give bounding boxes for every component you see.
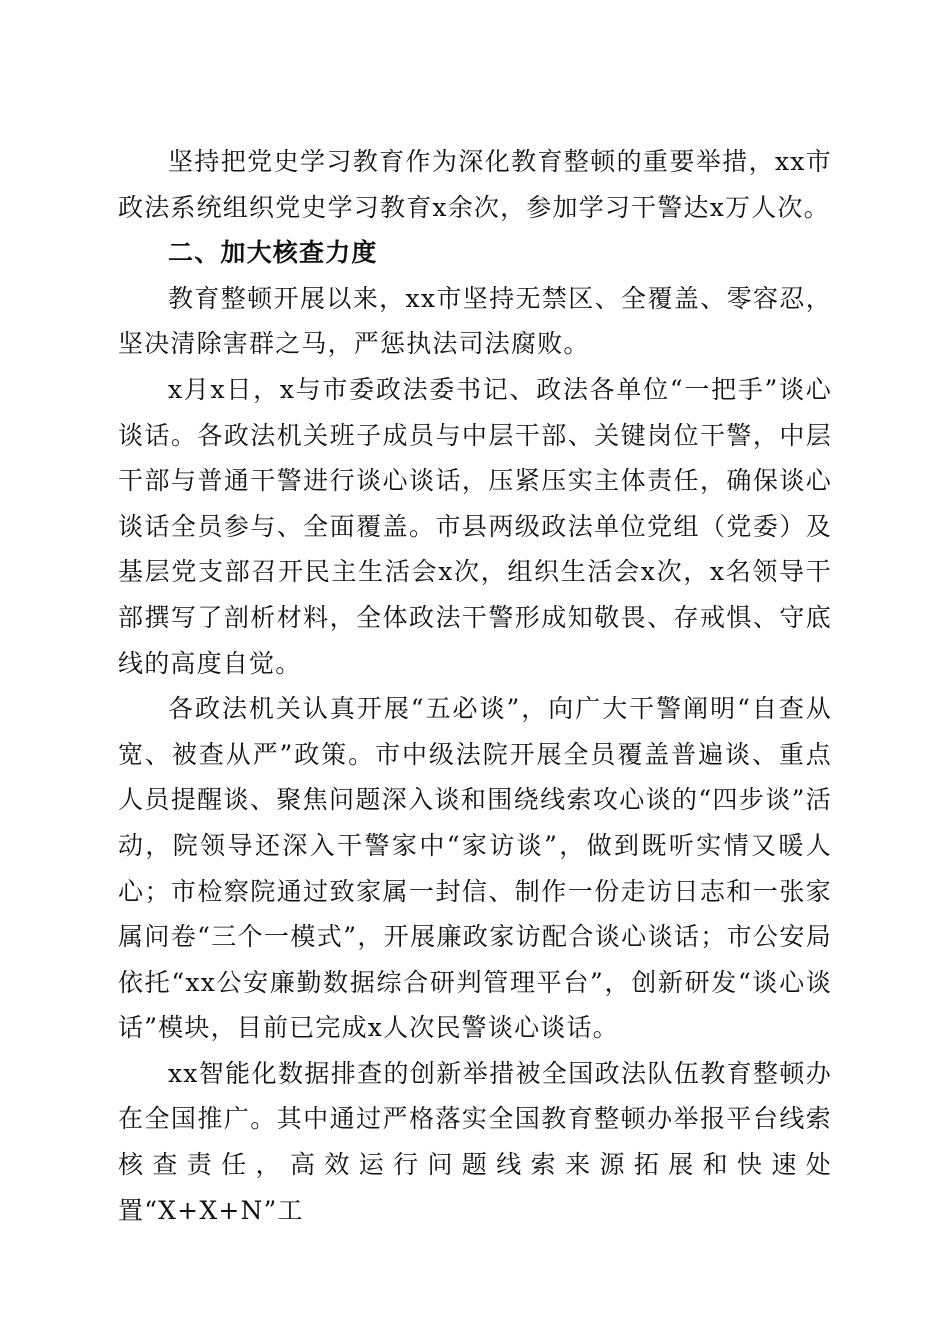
- paragraph-five-talks: 各政法机关认真开展“五必谈”，向广大干警阐明“自查从宽、被查从严”政策。市中级法院开展全员覆盖普遍谈、重点人员提醒谈、聚焦问题深入谈和围绕线索攻心谈的“四步谈”活动，院领导还深入干警家中“家访谈”，做到既听实情又暖人心；市检察院通过致家属一封信、制作一份走访日志和一张家属问卷“三个一模式”，开展廉政家访配合谈心谈话；市公安局依托“xx公安廉勤数据综合研判管理平台”，创新研发“谈心谈话”模块，目前已完成x人次民警谈心谈话。: [118, 694, 832, 1043]
- paragraph-heart-to-heart-talks: x月x日，x与市委政法委书记、政法各单位“一把手”谈心谈话。各政法机关班子成员与中层干部、关键岗位干警，中层干部与普通干警进行谈心谈话，压紧压实主体责任，确保谈心谈话全员参与、全面覆盖。市县两级政法单位党组（党委）及基层党支部召开民主生活会x次，组织生活会x次，x名领导干部撰写了剖析材料，全体政法干警形成知敬畏、存戒惧、守底线的高度自觉。: [118, 374, 832, 678]
- paragraph-intelligent-data: xx智能化数据排查的创新举措被全国政法队伍教育整顿办在全国推广。其中通过严格落实全国教育整顿办举报平台线索核查责任，高效运行问题线索来源拓展和快速处置“X+X+N”工: [118, 1058, 832, 1225]
- paragraph-party-history: 坚持把党史学习教育作为深化教育整顿的重要举措，xx市政法系统组织党史学习教育x余次，参加学习干警达x万人次。: [118, 147, 832, 222]
- paragraph-rectification: 教育整顿开展以来，xx市坚持无禁区、全覆盖、零容忍，坚决清除害群之马，严惩执法司法腐败。: [118, 283, 832, 359]
- section-heading: 二、加大核查力度: [168, 238, 378, 268]
- document-body: [118, 139, 832, 1233]
